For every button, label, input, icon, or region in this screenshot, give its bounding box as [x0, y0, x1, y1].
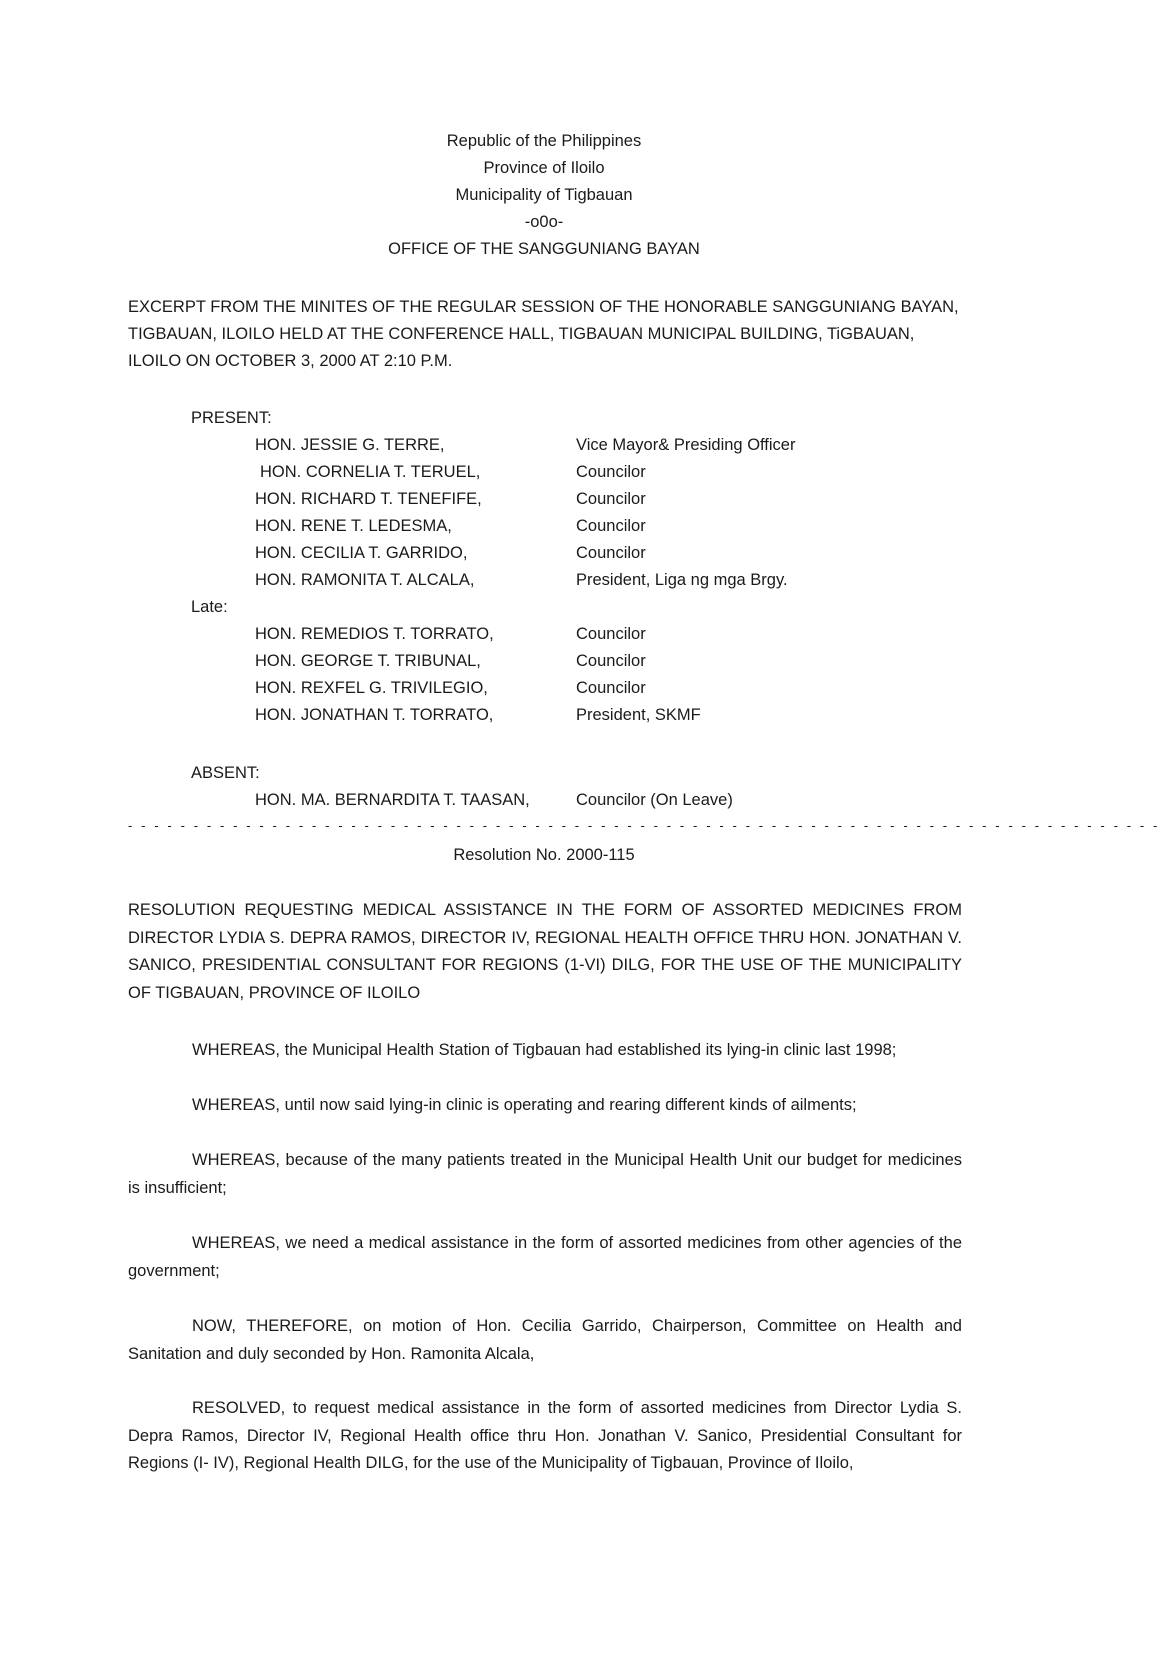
attendee-name: HON. CECILIA T. GARRIDO,: [255, 544, 468, 562]
now-therefore-clause: NOW, THEREFORE, on motion of Hon. Cecilia Garrido, Chairperson, Committee on Health and Sanitation and duly seconded by Hon. Ramonita Alcala,: [128, 1317, 962, 1363]
attendee-role: Councilor: [576, 490, 646, 508]
attendee-row: [0, 648, 1088, 675]
attendee-role: Vice Mayor& Presiding Officer: [576, 436, 796, 454]
excerpt-line-1: EXCERPT FROM THE MINITES OF THE REGULAR SESSION OF THE HONORABLE SANGGUNIANG BAYAN,: [128, 298, 959, 316]
attendee-name: HON. JESSIE G. TERRE,: [255, 436, 445, 454]
attendee-row: [0, 513, 1088, 540]
attendee-name: HON. JONATHAN T. TORRATO,: [255, 706, 494, 724]
attendee-role: Councilor: [576, 625, 646, 643]
resolution-title: RESOLUTION REQUESTING MEDICAL ASSISTANCE IN THE FORM OF ASSORTED MEDICINES FROM DIRECTOR LYDIA S. DEPRA RAMOS, DIRECTOR IV, REGIONAL HEALTH OFFICE THRU HON. JONATHAN V. SANICO, PRESIDENTIAL CONSULTANT FOR REGIONS (1-VI) DILG, FOR THE USE OF THE MUNICIPALITY OF TIGBAUAN, PROVINCE OF ILOILO: [128, 901, 962, 1002]
attendee-role: Councilor: [576, 544, 646, 562]
absent-label: ABSENT:: [191, 764, 260, 782]
attendee-name: HON. MA. BERNARDITA T. TAASAN,: [255, 791, 530, 809]
attendee-name: HON. RENE T. LEDESMA,: [255, 517, 452, 535]
attendee-name: HON. RAMONITA T. ALCALA,: [255, 571, 475, 589]
attendee-row: [0, 567, 1088, 594]
attendee-row: [0, 540, 1088, 567]
whereas-clause-4: WHEREAS, we need a medical assistance in the form of assorted medicines from other agencies of the government;: [128, 1234, 962, 1280]
dashed-separator: - - - - - - - - - - - - - - - - - - - - - - - - - - - - - - - - - - - - - - - - - - - - - - - - - - - - - - - - - - - - - - - - - - - - - - - - - - - - - - -: [128, 818, 1160, 833]
attendee-name: HON. GEORGE T. TRIBUNAL,: [255, 652, 481, 670]
whereas-clause-3: WHEREAS, because of the many patients treated in the Municipal Health Unit our budget for medicines is insufficient;: [128, 1151, 962, 1197]
attendee-row: [0, 459, 1088, 486]
attendee-name: HON. REMEDIOS T. TORRATO,: [255, 625, 494, 643]
attendee-role: Councilor: [576, 652, 646, 670]
attendee-name: HON. REXFEL G. TRIVILEGIO,: [255, 679, 488, 697]
attendee-row: [0, 432, 1088, 459]
attendee-row: [0, 621, 1088, 648]
attendee-role: President, SKMF: [576, 706, 701, 724]
header-office: OFFICE OF THE SANGGUNIANG BAYAN: [388, 240, 700, 258]
header-province: Province of Iloilo: [483, 159, 605, 177]
attendee-role: President, Liga ng mga Brgy.: [576, 571, 788, 589]
attendee-role: Councilor: [576, 679, 646, 697]
attendee-role: Councilor: [576, 517, 646, 535]
attendee-name: HON. RICHARD T. TENEFIFE,: [255, 490, 482, 508]
header-republic: Republic of the Philippines: [446, 132, 642, 150]
excerpt-line-3: ILOILO ON OCTOBER 3, 2000 AT 2:10 P.M.: [128, 352, 453, 370]
header-municipality: Municipality of Tigbauan: [455, 186, 633, 204]
attendee-row: [0, 675, 1088, 702]
whereas-clause-2: WHEREAS, until now said lying-in clinic is operating and rearing different kinds of ailments;: [192, 1096, 857, 1114]
late-label: Late:: [191, 598, 228, 616]
attendee-name: HON. CORNELIA T. TERUEL,: [260, 463, 481, 481]
present-label: PRESENT:: [191, 409, 272, 427]
excerpt-line-2: TIGBAUAN, ILOILO HELD AT THE CONFERENCE HALL, TIGBAUAN MUNICIPAL BUILDING, TiGBAUAN,: [128, 325, 915, 343]
resolution-number: Resolution No. 2000-115: [453, 846, 635, 864]
attendee-row: [0, 486, 1088, 513]
header-ornament: -o0o-: [524, 213, 564, 231]
attendee-row: [0, 787, 1088, 814]
attendee-row: [0, 702, 1088, 729]
attendee-role: Councilor: [576, 463, 646, 481]
attendee-role: Councilor (On Leave): [576, 791, 733, 809]
resolved-clause: RESOLVED, to request medical assistance in the form of assorted medicines from Director Lydia S. Depra Ramos, Director IV, Regional Health office thru Hon. Jonathan V. Sanico, Presidential Consultant for Regions (I- IV), Regional Health DILG, for the use of the Municipality of Tigbauan, Province of Iloilo,: [128, 1399, 962, 1472]
whereas-clause-1: WHEREAS, the Municipal Health Station of Tigbauan had established its lying-in clinic last 1998;: [192, 1041, 897, 1059]
